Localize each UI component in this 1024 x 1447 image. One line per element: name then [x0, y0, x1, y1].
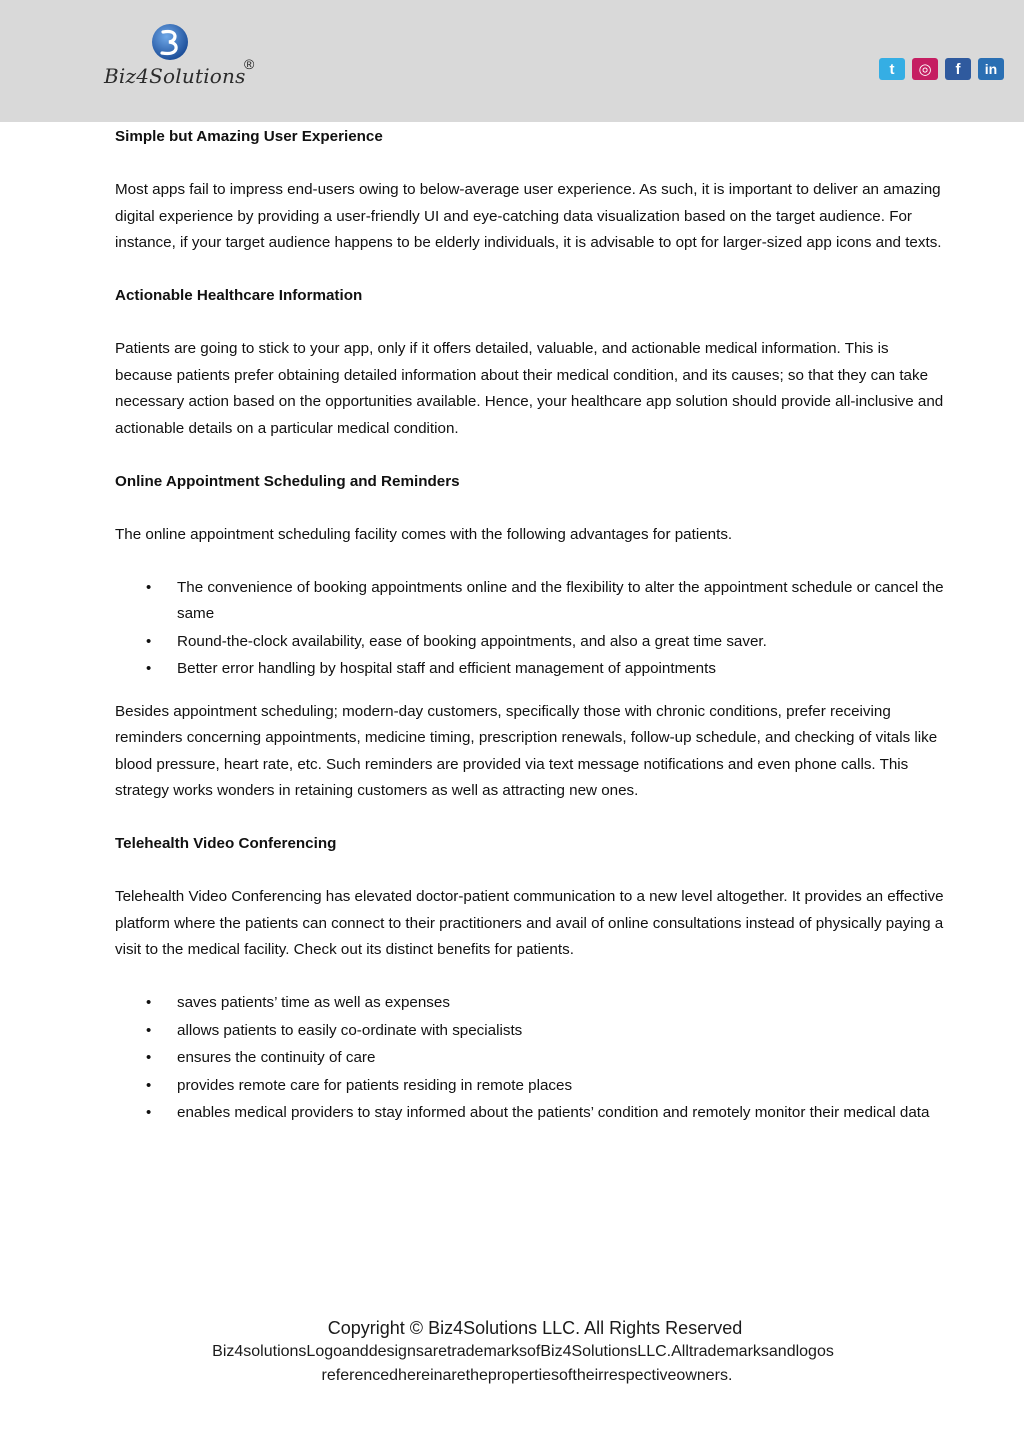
logo-mark-icon — [150, 22, 190, 62]
list-item — [146, 575, 947, 628]
logo-text: Biz4Solutions — [104, 64, 246, 88]
list-item — [146, 1045, 947, 1072]
list-item — [146, 629, 947, 656]
bullet-list — [115, 575, 947, 683]
bullet-icon: • — [146, 1076, 152, 1094]
section-heading: Actionable Healthcare Information — [115, 287, 363, 304]
paragraph: Patients are going to stick to your app, only if it offers detailed, valuable, and actionable medical information. This is because patients prefer obtaining detailed information about their medical condition, and its causes; so that they can take necessary action based on the opportunities available. Hence, your healthcare app solution should provide all-inclusive and actionable details on a particular medical condition. — [115, 340, 944, 437]
section-heading: Simple but Amazing User Experience — [115, 128, 383, 145]
bullet-icon: • — [146, 632, 152, 650]
company-logo[interactable] — [104, 22, 264, 94]
bullet-icon: • — [146, 1049, 152, 1066]
list-item-text: Better error handling by hospital staff and efficient management of appointments — [177, 660, 716, 677]
list-item — [146, 1100, 947, 1127]
paragraph: Besides appointment scheduling; modern-day customers, specifically those with chronic conditions, prefer receiving reminders concerning appointments, medicine timing, prescription renewals, follow-up schedule, and checking of vitals like blood pressure, heart rate, etc. Such reminders are provided via text message notifications and even phone calls. This strategy works wonders in retaining customers as well as attracting new ones. — [115, 702, 938, 799]
registered-mark: ® — [244, 56, 255, 72]
linkedin-icon[interactable]: in — [978, 58, 1004, 80]
bullet-icon: • — [146, 1021, 152, 1039]
bullet-icon: • — [146, 1104, 152, 1121]
list-item-text: The convenience of booking appointments online and the flexibility to alter the appointment schedule or cancel the same — [177, 578, 944, 622]
paragraph: Telehealth Video Conferencing has elevated doctor-patient communication to a new level altogether. It provides an effective platform where the patients can connect to their practitioners and avail of online consultations instead of physically paying a visit to the medical facility. Check out its distinct benefits for patients. — [115, 888, 944, 958]
list-item — [146, 1073, 947, 1100]
section-heading: Telehealth Video Conferencing — [115, 835, 337, 852]
page-footer — [0, 1316, 1024, 1388]
trademark-text: Biz4solutionsLogoanddesignsaretrademarksofBiz4SolutionsLLC.Alltrademarksandlogos — [212, 1343, 834, 1360]
list-item-text: enables medical providers to stay informed about the patients’ condition and remotely monitor their medical data — [177, 1104, 930, 1121]
list-item-text: Round-the-clock availability, ease of booking appointments, and also a great time saver. — [177, 632, 767, 650]
paragraph: The online appointment scheduling facility comes with the following advantages for patients. — [115, 525, 733, 543]
list-item-text: allows patients to easily co-ordinate with specialists — [177, 1021, 523, 1039]
list-item — [146, 1018, 947, 1045]
bullet-icon: • — [146, 660, 152, 677]
trademark-text-continued: referencedhereinarethepropertiesoftheirrespectiveowners. — [321, 1367, 733, 1384]
facebook-icon[interactable]: f — [945, 58, 971, 80]
twitter-icon[interactable]: t — [879, 58, 905, 80]
bullet-icon: • — [146, 994, 152, 1011]
list-item-text: provides remote care for patients residing in remote places — [177, 1076, 573, 1094]
list-item — [146, 656, 947, 683]
list-item — [146, 990, 947, 1017]
page-header — [0, 0, 1024, 122]
list-item-text: ensures the continuity of care — [177, 1049, 376, 1066]
bullet-icon: • — [146, 578, 152, 596]
copyright-text: Copyright © Biz4Solutions LLC. All Rights Reserved — [327, 1318, 743, 1338]
list-item-text: saves patients’ time as well as expenses — [177, 994, 450, 1011]
instagram-icon[interactable]: ◎ — [912, 58, 938, 80]
document-body — [115, 124, 947, 1143]
social-links — [879, 58, 1004, 80]
bullet-list — [115, 990, 947, 1127]
section-heading: Online Appointment Scheduling and Reminders — [115, 472, 460, 490]
paragraph: Most apps fail to impress end-users owing to below-average user experience. As such, it is important to deliver an amazing digital experience by providing a user-friendly UI and eye-catching data visualization based on the target audience. For instance, if your target audience happens to be elderly individuals, it is advisable to opt for larger-sized app icons and texts. — [115, 181, 942, 251]
